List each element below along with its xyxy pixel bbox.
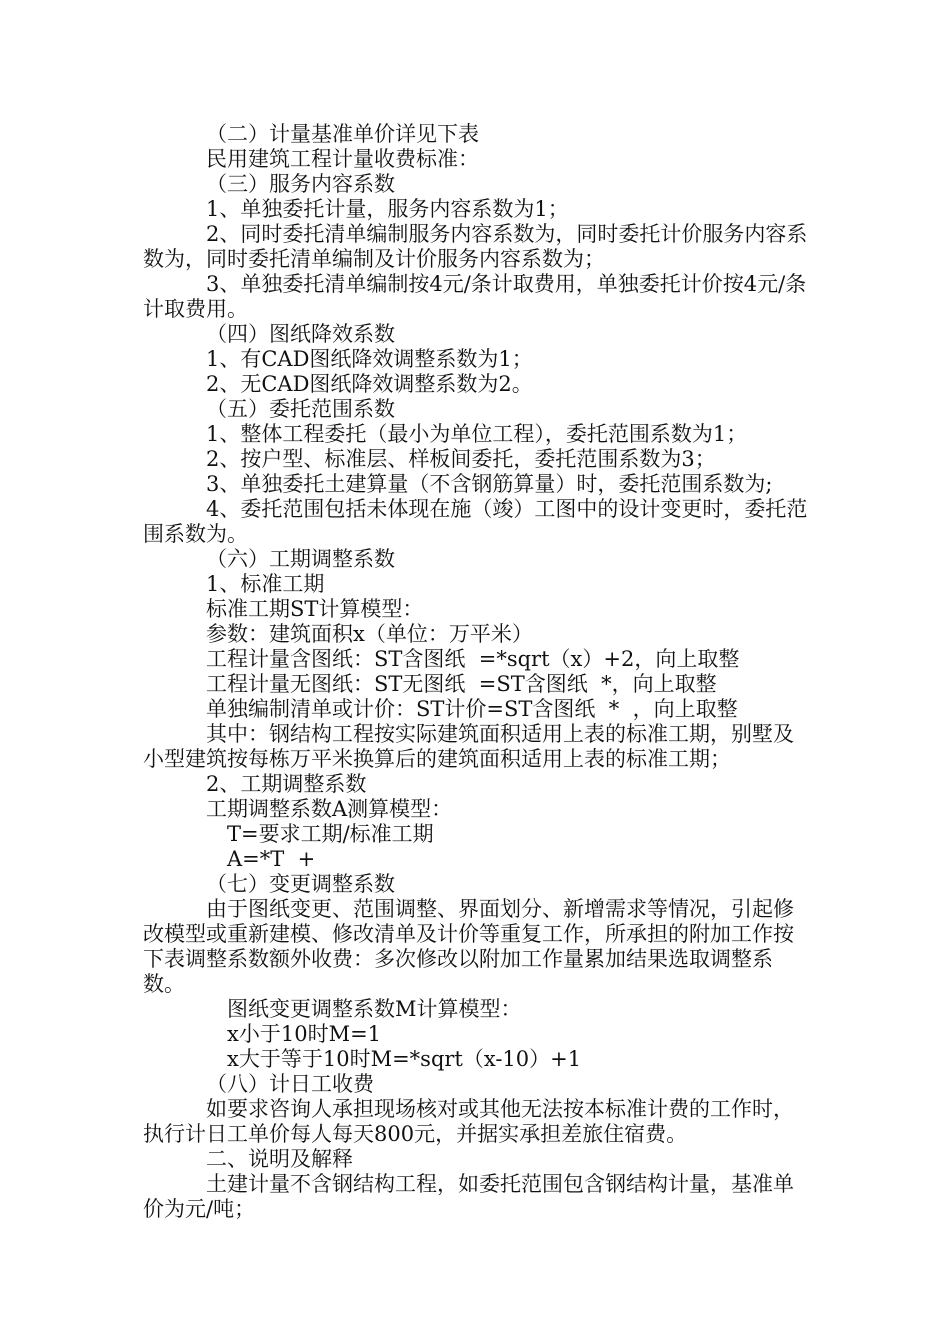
document-body — [143, 122, 813, 1222]
list-item: 1、单独委托计量，服务内容系数为1； — [206, 197, 569, 221]
heading-day-rate: （八）计日工收费 — [206, 1072, 374, 1096]
paragraph-line: 其中：钢结构工程按实际建筑面积适用上表的标准工期，别墅及小型建筑按每栋万平米换算后的建筑面积适用上表的标准工期； — [143, 722, 794, 771]
heading-schedule-factor: （六）工期调整系数 — [206, 547, 395, 571]
formula-line: 工程计量无图纸：ST无图纸 =ST含图纸 *，向上取整 — [206, 672, 717, 696]
formula-line: x大于等于10时M=*sqrt（x-10）+1 — [227, 1047, 582, 1071]
paragraph-line: 图纸变更调整系数M计算模型： — [227, 997, 522, 1021]
heading-drawing-factor: （四）图纸降效系数 — [206, 322, 395, 346]
list-item: 3、单独委托清单编制按4元/条计取费用，单独委托计价按4元/条计取费用。 — [143, 272, 807, 321]
list-item: 2、工期调整系数 — [206, 772, 367, 796]
paragraph-fee-standard: 民用建筑工程计量收费标准： — [206, 147, 479, 171]
heading-notes: 二、说明及解释 — [206, 1147, 353, 1171]
formula-line: 工程计量含图纸：ST含图纸 =*sqrt（x）+2，向上取整 — [206, 647, 740, 671]
paragraph-line: 标准工期ST计算模型： — [206, 597, 424, 621]
heading-scope-factor: （五）委托范围系数 — [206, 397, 395, 421]
list-item: 2、按户型、标准层、样板间委托，委托范围系数为3； — [206, 447, 716, 471]
list-item: 3、单独委托土建算量（不含钢筋算量）时，委托范围系数为; — [206, 472, 773, 496]
list-item: 1、整体工程委托（最小为单位工程），委托范围系数为1； — [206, 422, 748, 446]
formula-line: 单独编制清单或计价：ST计价=ST含图纸 * ，向上取整 — [206, 697, 738, 721]
formula-line: x小于10时M=1 — [227, 1022, 382, 1046]
paragraph-line: 土建计量不含钢结构工程，如委托范围包含钢结构计量，基准单价为元/吨； — [143, 1172, 794, 1221]
paragraph-line: 由于图纸变更、范围调整、界面划分、新增需求等情况，引起修改模型或重新建模、修改清单及计价等重复工作，所承担的附加工作按下表调整系数额外收费：多次修改以附加工作量累加结果选取调整系数。 — [143, 897, 794, 996]
heading-unit-price: （二）计量基准单价详见下表 — [206, 122, 479, 146]
list-item: 1、标准工期 — [206, 572, 325, 596]
paragraph-line: 工期调整系数A测算模型： — [206, 797, 453, 821]
formula-line: A=*T + — [227, 847, 316, 871]
paragraph-line: 参数：建筑面积x（单位：万平米） — [206, 622, 533, 646]
heading-change-factor: （七）变更调整系数 — [206, 872, 395, 896]
paragraph-line: 如要求咨询人承担现场核对或其他无法按本标准计费的工作时，执行计日工单价每人每天800元，并据实承担差旅住宿费。 — [143, 1097, 794, 1146]
list-item: 4、委托范围包括未体现在施（竣）工图中的设计变更时，委托范围系数为。 — [143, 497, 808, 546]
list-item: 2、无CAD图纸降效调整系数为2。 — [206, 372, 533, 396]
heading-service-factor: （三）服务内容系数 — [206, 172, 395, 196]
list-item: 1、有CAD图纸降效调整系数为1； — [206, 347, 533, 371]
formula-line: T=要求工期/标准工期 — [227, 822, 434, 846]
list-item: 2、同时委托清单编制服务内容系数为，同时委托计价服务内容系数为，同时委托清单编制及计价服务内容系数为； — [143, 222, 808, 271]
